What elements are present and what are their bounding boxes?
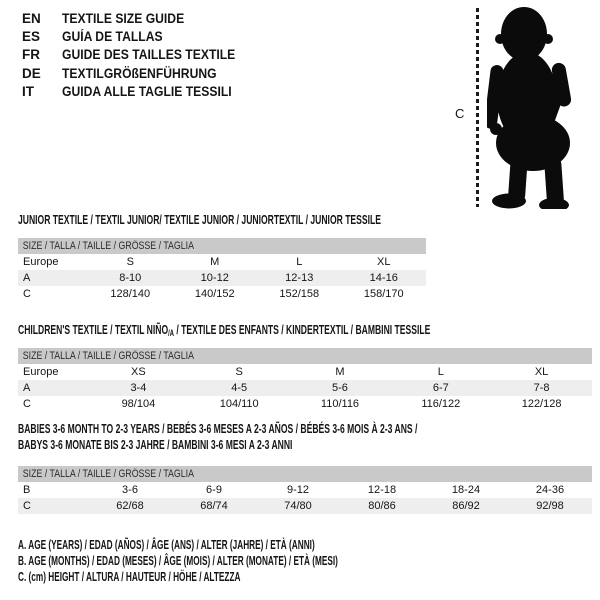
- children-size-table: [18, 348, 592, 412]
- table-cell: 74/80: [284, 500, 312, 512]
- table-cell: 152/158: [279, 288, 320, 300]
- table-cell: 4-5: [231, 382, 248, 394]
- lang-code: ES: [22, 29, 41, 45]
- table-cell: 158/170: [363, 288, 404, 300]
- table-cell: 12-13: [285, 272, 314, 284]
- children-section-title: [18, 322, 600, 337]
- lang-label: TEXTILGRÖßENFÜHRUNG: [62, 65, 217, 81]
- row-label: Europe: [23, 256, 59, 268]
- table-cell: XL: [377, 256, 391, 268]
- lang-code: FR: [22, 47, 40, 63]
- junior-section-title-text: JUNIOR TEXTILE / TEXTIL JUNIOR/ TEXTILE JUNIOR / JUNIORTEXTIL / JUNIOR TESSILE: [18, 212, 381, 227]
- table-cell: 7-8: [533, 382, 550, 394]
- table-row: [18, 498, 592, 514]
- table-cell: 140/152: [194, 288, 235, 300]
- lang-row-it: [22, 83, 255, 101]
- table-cell: L: [437, 366, 444, 378]
- table-cell: 128/140: [110, 288, 151, 300]
- babies-section-title: [18, 421, 600, 452]
- language-guide-list: [22, 9, 255, 101]
- table-cell: 3-6: [122, 484, 138, 496]
- lang-label: GUIDA ALLE TAGLIE TESSILI: [62, 84, 232, 100]
- table-cell: 104/110: [219, 398, 259, 410]
- junior-section-title: [18, 212, 568, 227]
- children-section-title-text: [18, 322, 430, 338]
- row-label: Europe: [23, 366, 59, 378]
- lang-code: DE: [22, 65, 41, 81]
- table-row: [18, 270, 426, 286]
- row-label: B: [23, 484, 31, 496]
- row-label: A: [23, 382, 31, 394]
- junior-size-table: [18, 238, 426, 302]
- table-cell: 24-36: [535, 484, 565, 496]
- table-cell: 62/68: [116, 500, 144, 512]
- size-table-header-text: SIZE / TALLA / TAILLE / GRÖSSE / TAGLIA: [22, 468, 194, 480]
- table-cell: 12-18: [367, 484, 397, 496]
- row-label: C: [23, 398, 31, 410]
- lang-label: GUIDE DES TAILLES TEXTILE: [62, 47, 236, 63]
- size-table-rows: [18, 364, 592, 412]
- children-title-post: / TEXTILE DES ENFANTS / KINDERTEXTIL / BAMBINI TESSILE: [173, 322, 431, 337]
- table-cell: 116/122: [421, 398, 461, 410]
- table-cell: 10-12: [200, 272, 229, 284]
- lang-row-fr: [22, 46, 255, 64]
- table-cell: 9-12: [286, 484, 310, 496]
- table-row: [18, 482, 592, 498]
- toddler-silhouette: [487, 5, 592, 209]
- table-cell: XS: [131, 366, 146, 378]
- footnote-b-text: B. AGE (MONTHS) / EDAD (MESES) / ÂGE (MOIS) / ALTER (MONATE) / ETÀ (MESI): [18, 554, 338, 568]
- table-cell: 110/116: [320, 398, 360, 410]
- table-cell: 80/86: [368, 500, 396, 512]
- table-cell: 14-16: [369, 272, 398, 284]
- footnote-b: [18, 553, 503, 569]
- table-cell: 3-4: [130, 382, 147, 394]
- row-label: C: [23, 500, 31, 512]
- table-cell: S: [235, 366, 243, 378]
- table-cell: 8-10: [119, 272, 142, 284]
- size-table-header-text: SIZE / TALLA / TAILLE / GRÖSSE / TAGLIA: [22, 350, 194, 362]
- table-row: [18, 364, 592, 380]
- children-title-pre: CHILDREN'S TEXTILE / TEXTIL NIÑO: [18, 322, 169, 337]
- table-row: [18, 286, 426, 302]
- footnote-a: [18, 537, 503, 553]
- table-cell: 5-6: [332, 382, 348, 394]
- size-table-rows: [18, 254, 426, 302]
- lang-row-en: [22, 9, 255, 27]
- table-cell: 6-7: [432, 382, 449, 394]
- table-cell: 98/104: [121, 398, 156, 410]
- babies-section-title-line1: BABIES 3-6 MONTH TO 2-3 YEARS / BEBÉS 3-6 MESES A 2-3 AÑOS / BÉBÉS 3-6 MOIS À 2-3 ANS /: [18, 421, 418, 436]
- row-label: C: [23, 288, 31, 300]
- table-cell: M: [210, 256, 220, 268]
- footnote-c-text: C. (cm) HEIGHT / ALTURA / HAUTEUR / HÖHE / ALTEZZA: [18, 570, 241, 584]
- table-cell: 6-9: [206, 484, 222, 496]
- size-table-header-bar: [18, 348, 592, 364]
- size-table-rows: [18, 482, 592, 514]
- table-cell: 92/98: [536, 500, 564, 512]
- lang-label: TEXTILE SIZE GUIDE: [62, 10, 185, 26]
- table-cell: 122/128: [521, 398, 562, 410]
- table-row: [18, 254, 426, 270]
- size-table-header-bar: [18, 238, 426, 254]
- height-measure-dashed-line: [476, 8, 479, 207]
- size-table-header-text: SIZE / TALLA / TAILLE / GRÖSSE / TAGLIA: [22, 240, 194, 252]
- lang-row-de: [22, 64, 255, 82]
- lang-code: IT: [22, 84, 34, 100]
- table-row: [18, 380, 592, 396]
- table-cell: M: [335, 366, 345, 378]
- table-cell: 86/92: [452, 500, 480, 512]
- lang-code: EN: [22, 10, 41, 26]
- row-label: A: [23, 272, 31, 284]
- table-cell: S: [126, 256, 134, 268]
- footnote-c: [18, 569, 503, 585]
- babies-section-title-line2: BABYS 3-6 MONATE BIS 2-3 JAHRE / BAMBINI 3-6 MESI A 2-3 ANNI: [18, 436, 293, 452]
- lang-label: GUÍA DE TALLAS: [62, 29, 163, 45]
- table-cell: XL: [534, 366, 549, 378]
- height-measure-label: C: [455, 106, 465, 121]
- babies-size-table: [18, 466, 592, 514]
- footnotes: [18, 537, 503, 585]
- children-title-subscript: /A: [168, 328, 174, 339]
- table-row: [18, 396, 592, 412]
- table-cell: 18-24: [451, 484, 481, 496]
- size-table-header-bar: [18, 466, 592, 482]
- lang-row-es: [22, 27, 255, 45]
- table-cell: L: [296, 256, 303, 268]
- footnote-a-text: A. AGE (YEARS) / EDAD (AÑOS) / ÂGE (ANS) / ALTER (JAHRE) / ETÀ (ANNI): [18, 538, 315, 552]
- table-cell: 68/74: [200, 500, 228, 512]
